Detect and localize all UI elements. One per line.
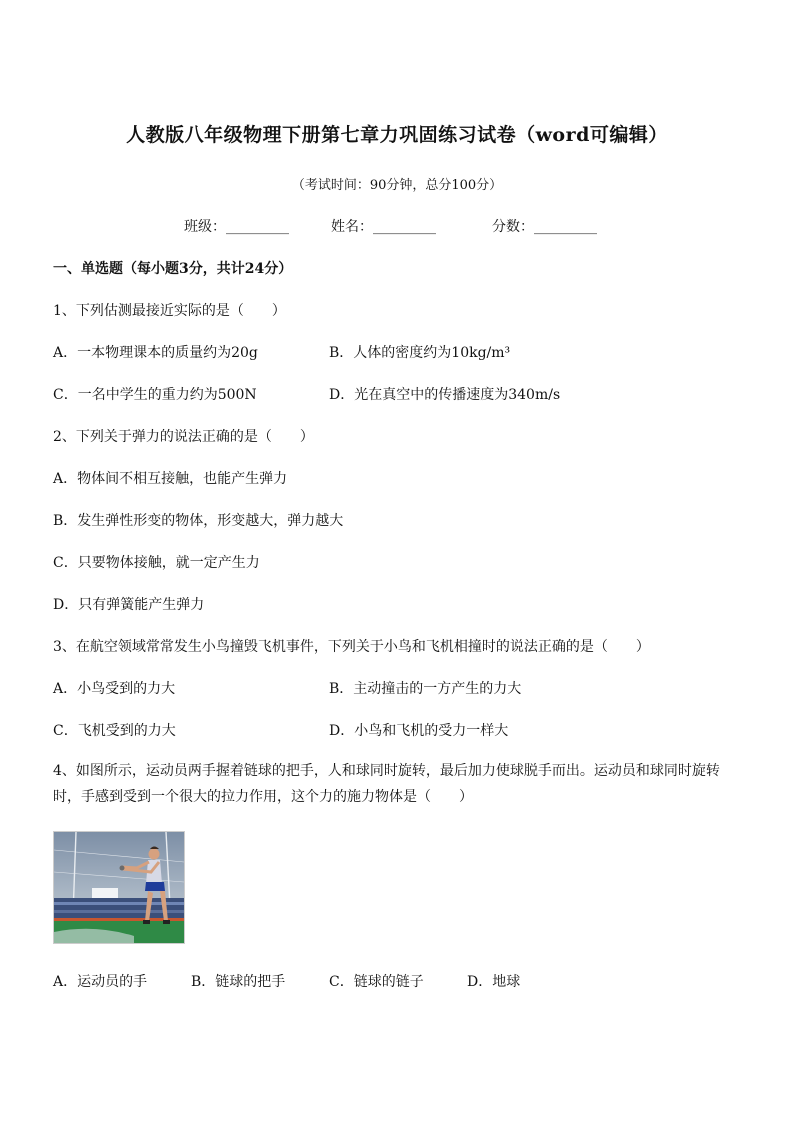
question-2-stem: 2、下列关于弹力的说法正确的是（ ） xyxy=(53,429,314,445)
question-4-option-a: A．运动员的手 xyxy=(53,974,148,990)
question-2-option-a: A．物体间不相互接触，也能产生弹力 xyxy=(53,471,288,487)
score-field: 分数：_________ xyxy=(492,219,597,235)
section-heading: 一、单选题（每小题3分，共计24分） xyxy=(53,261,293,277)
question-3-option-a: A．小鸟受到的力大 xyxy=(53,681,176,697)
athlete-image xyxy=(54,832,184,943)
exam-info: （考试时间：90分钟，总分100分） xyxy=(291,178,503,193)
question-3-option-d: D．小鸟和飞机的受力一样大 xyxy=(329,723,509,739)
question-4-stem: 4、如图所示，运动员两手握着链球的把手，人和球同时旋转，最后加力使球脱手而出。运动员和球同时旋转时，手感到受到一个很大的拉力作用，这个力的施力物体是（ ） xyxy=(53,763,720,805)
class-field: 班级：_________ xyxy=(184,219,289,235)
question-1-stem: 1、下列估测最接近实际的是（ ） xyxy=(53,303,286,319)
question-3-option-b: B．主动撞击的一方产生的力大 xyxy=(329,681,522,697)
question-2-option-b: B．发生弹性形变的物体，形变越大，弹力越大 xyxy=(53,513,344,529)
question-1-option-b: B．人体的密度约为10kg/m³ xyxy=(329,345,511,361)
page-title: 人教版八年级物理下册第七章力巩固练习试卷（word可编辑） xyxy=(126,124,668,146)
question-1-option-a: A．一本物理课本的质量约为20g xyxy=(53,345,258,361)
question-1-option-d: D．光在真空中的传播速度为340m/s xyxy=(329,387,561,403)
question-2-option-c: C．只要物体接触，就一定产生力 xyxy=(53,555,260,571)
question-2-option-d: D．只有弹簧能产生弹力 xyxy=(53,597,205,613)
question-4-option-d: D．地球 xyxy=(467,974,521,990)
question-1-option-c: C．一名中学生的重力约为500N xyxy=(53,387,257,403)
name-field: 姓名：_________ xyxy=(331,219,436,235)
question-3-stem: 3、在航空领域常常发生小鸟撞毁飞机事件，下列关于小鸟和飞机相撞时的说法正确的是（ ） xyxy=(53,639,650,655)
question-4-option-b: B．链球的把手 xyxy=(191,974,286,990)
question-4-option-c: C．链球的链子 xyxy=(329,974,424,990)
question-3-option-c: C．飞机受到的力大 xyxy=(53,723,176,739)
hammer-throw-photo xyxy=(53,831,185,944)
